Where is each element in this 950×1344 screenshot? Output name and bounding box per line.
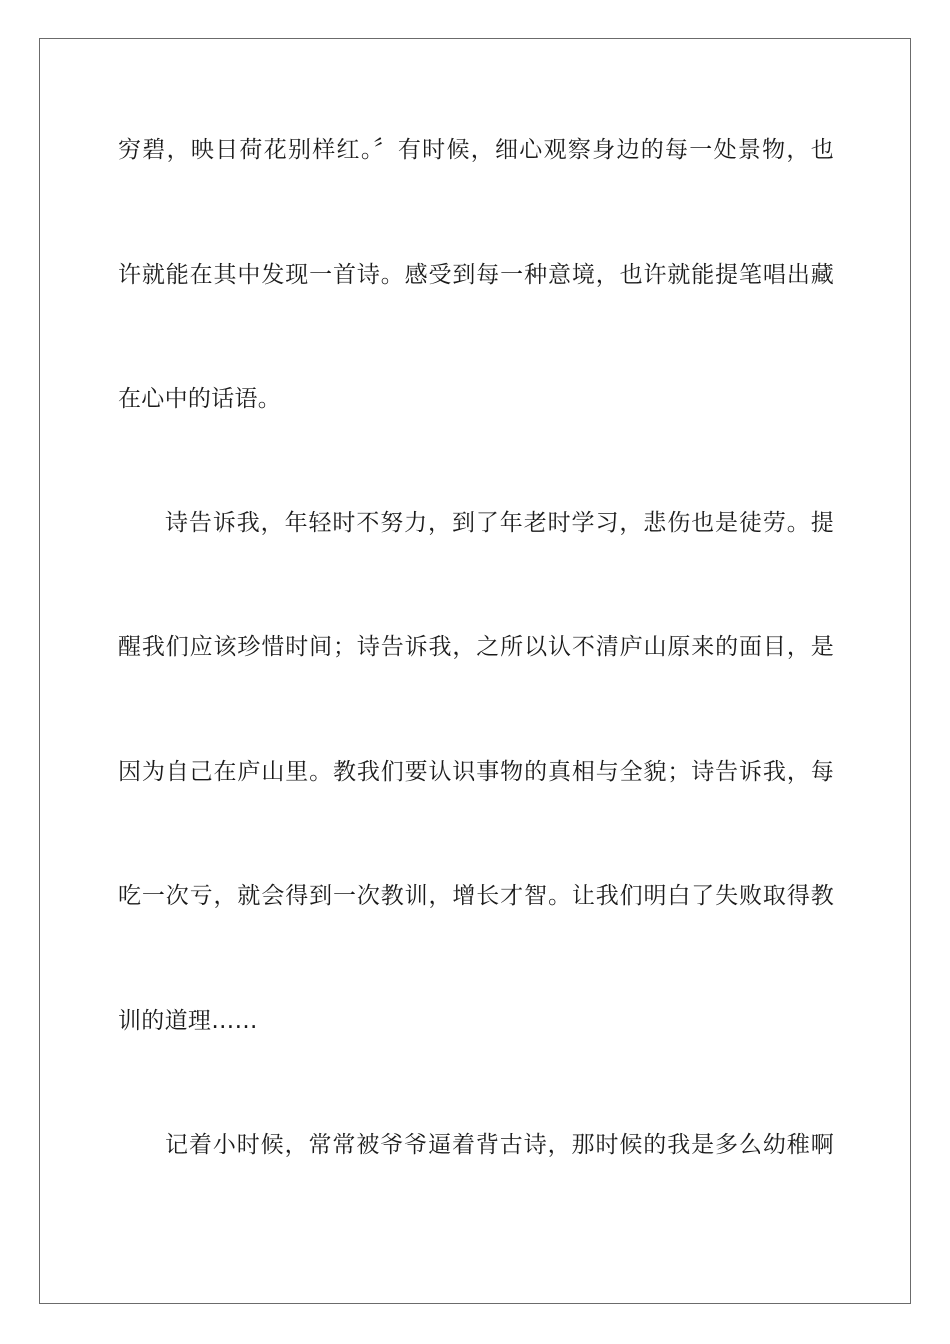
paragraph-line: 诗告诉我，年轻时不努力，到了年老时学习，悲伤也是徒劳。提 <box>165 510 834 536</box>
paragraph-line: 吃一次亏，就会得到一次教训，增长才智。让我们明白了失败取得教 <box>118 883 834 909</box>
paragraph-line: 因为自己在庐山里。教我们要认识事物的真相与全貌；诗告诉我，每 <box>118 759 834 785</box>
paragraph-line: 醒我们应该珍惜时间；诗告诉我，之所以认不清庐山原来的面目，是 <box>118 634 834 660</box>
paragraph-line: 记着小时候，常常被爷爷逼着背古诗，那时候的我是多么幼稚啊 <box>165 1132 834 1158</box>
page-border <box>39 38 911 1304</box>
paragraph-line: 在心中的话语。 <box>118 386 282 412</box>
paragraph-line: 穷碧，映日荷花别样红。〞有时候，细心观察身边的每一处景物，也 <box>118 137 834 163</box>
paragraph-line: 训的道理…… <box>118 1008 258 1034</box>
paragraph-line: 许就能在其中发现一首诗。感受到每一种意境，也许就能提笔唱出藏 <box>118 262 834 288</box>
